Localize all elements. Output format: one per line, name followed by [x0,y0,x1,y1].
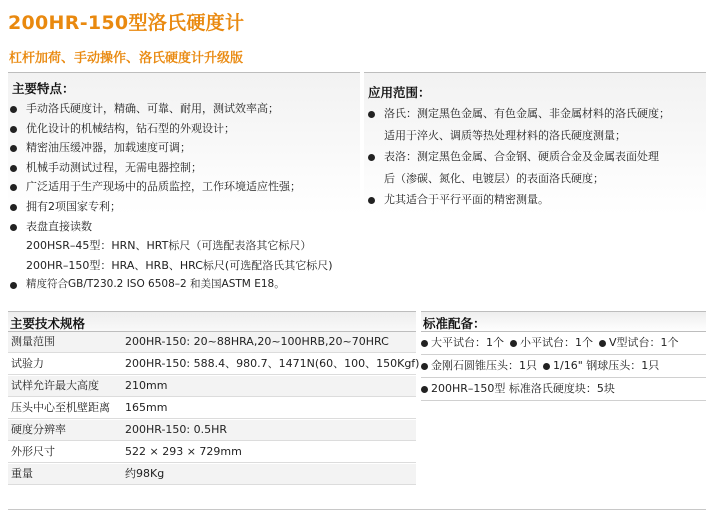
standard-item: V型试台：1个 [599,332,679,354]
specs-title: 主要技术规格 [10,316,86,331]
table-row: 硬度分辨率 200HR-150: 0.5HR [8,420,416,441]
bullet-icon [368,197,375,204]
bullet-icon [543,363,550,370]
application-item: 洛氏：测定黑色金属、有色金属、非金属材料的洛氏硬度； [368,103,670,125]
feature-item: 优化设计的机械结构，钻石型的外观设计； [10,119,333,139]
application-panel [364,72,706,309]
bullet-icon [421,386,428,393]
bullet-icon [10,184,17,191]
bullet-icon [10,106,17,113]
bullet-icon [10,224,17,231]
table-row: 压头中心至机壁距离 165mm [8,398,416,419]
table-row: 试验力 200HR-150: 588.4、980.7、1471N(60、100、150Kgf) [8,354,416,375]
standard-line [421,355,706,378]
table-row: 重量 约98Kg [8,464,416,485]
bullet-icon [10,126,17,133]
feature-item: 精度符合GB/T230.2 ISO 6508–2 和美国ASTM E18。 [10,275,333,295]
feature-sub-item: 200HR–150型：HRA、HRB、HRC标尺(可选配洛氏其它标尺) [26,258,333,272]
standard-panel [421,311,706,402]
feature-item: 机械手动测试过程，无需电器控制； [10,158,333,178]
table-row: 外形尺寸 522 × 293 × 729mm [8,442,416,463]
features-list [10,99,333,295]
application-item-cont: 适用于淬火、调质等热处理材料的洛氏硬度测量； [384,128,626,142]
standard-item: 1/16" 钢球压头：1只 [543,355,659,377]
application-list [368,103,670,211]
bullet-icon [10,204,17,211]
application-title: 应用范围： [368,85,431,100]
standard-item: 金刚石圆锥压头：1只 [421,355,537,377]
page-title: 200HR-150型洛氏硬度计 [8,12,245,34]
feature-sub-item: 200HSR–45型：HRN、HRT标尺（可选配表洛其它标尺） [26,239,312,253]
bullet-icon [599,340,606,347]
bullet-icon [510,340,517,347]
bullet-icon [421,340,428,347]
standard-line [421,332,706,355]
standard-line [421,378,706,401]
bullet-icon [368,154,375,161]
bottom-divider [8,509,706,510]
feature-item: 手动洛氏硬度计，精确、可靠、耐用，测试效率高； [10,99,333,119]
table-row: 测量范围 200HR-150: 20~88HRA,20~100HRB,20~70HRC [8,332,416,353]
feature-item: 拥有2项国家专利； [10,197,333,217]
features-panel [8,72,360,309]
bullet-icon [10,165,17,172]
standard-list [421,332,706,402]
feature-item: 表盘直接读数 [10,217,333,237]
bullet-icon [10,145,17,152]
standard-item: 大平试台：1个 [421,332,504,354]
standard-item: 小平试台：1个 [510,332,593,354]
application-item-cont: 后（渗碳、氮化、电镀层）的表面洛氏硬度； [384,171,604,185]
feature-item: 广泛适用于生产现场中的品质监控，工作环境适应性强； [10,177,333,197]
feature-item: 精密油压缓冲器，加载速度可调； [10,138,333,158]
features-title: 主要特点： [12,81,75,96]
table-row: 试样允许最大高度 210mm [8,376,416,397]
application-item: 表洛：测定黑色金属、合金钢、硬质合金及金属表面处理 [368,146,670,168]
bullet-icon [10,282,17,289]
specs-table [8,332,420,488]
bullet-icon [421,363,428,370]
specs-panel [8,311,420,487]
standard-item: 200HR–150型 标准洛氏硬度块：5块 [421,378,615,400]
standard-title: 标准配备： [423,316,486,331]
application-item: 尤其适合于平行平面的精密测量。 [368,189,670,211]
page-subtitle: 杠杆加荷、手动操作、洛氏硬度计升级版 [9,51,244,66]
bullet-icon [368,111,375,118]
